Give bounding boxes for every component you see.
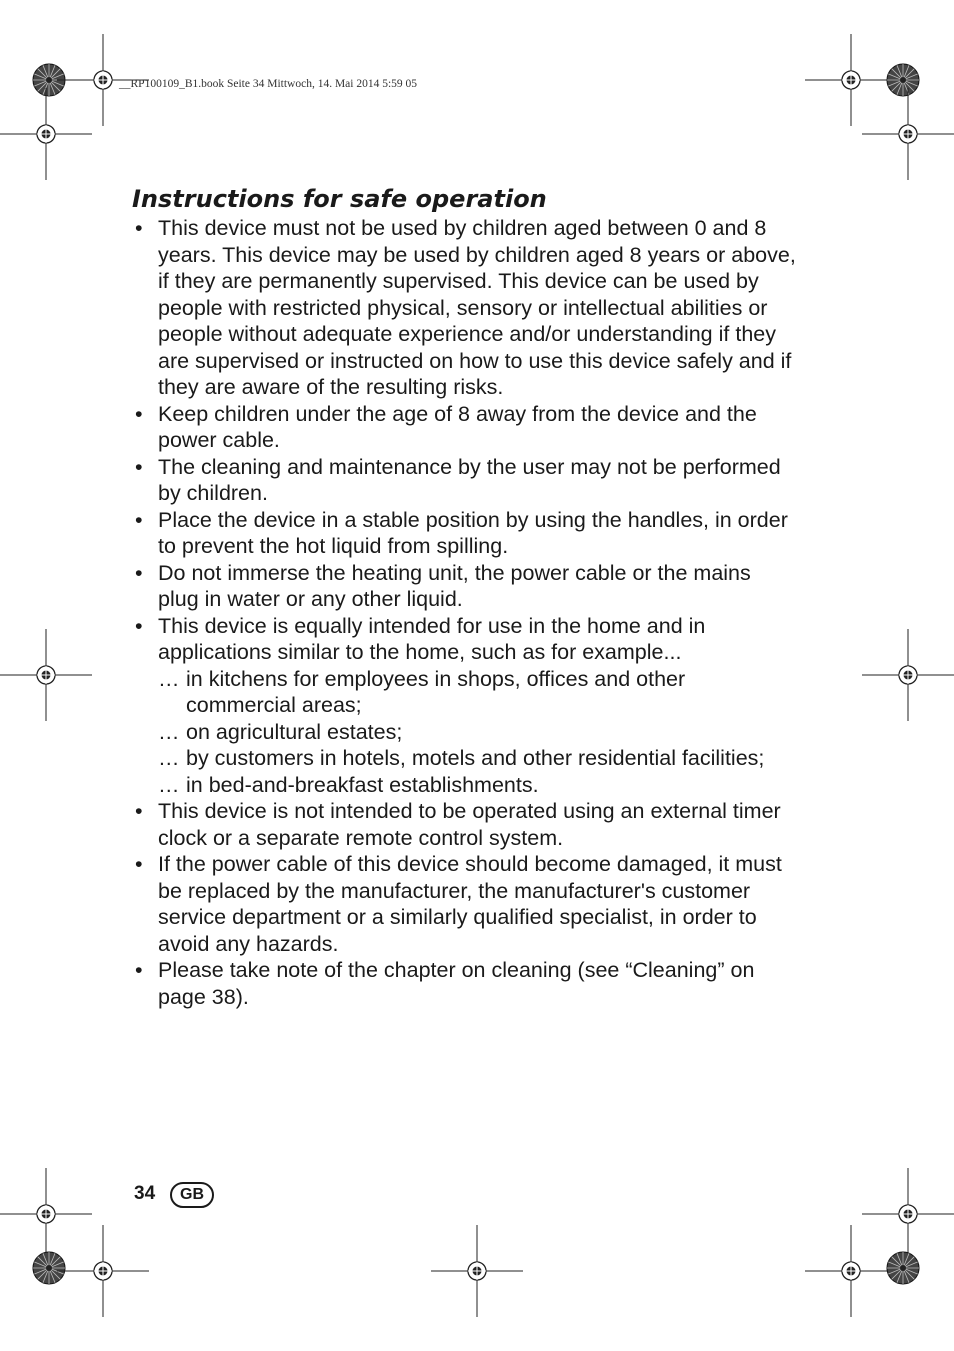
example-item	[158, 772, 796, 799]
instruction-text: Place the device in a stable position by using the handles, in order to prevent the hot liquid from spilling.	[158, 507, 788, 558]
registration-crosshair-icon	[431, 1225, 523, 1317]
bullet-icon: •	[135, 507, 143, 532]
registration-burst-icon	[33, 1252, 65, 1284]
ellipsis-marker: …	[158, 746, 180, 770]
instruction-text: The cleaning and maintenance by the user may not be performed by children.	[158, 454, 781, 505]
example-text: on agricultural estates;	[186, 719, 403, 744]
instruction-text: Please take note of the chapter on cleaning (see “Cleaning” on page 38).	[158, 958, 755, 1009]
print-slug: __RP100109_B1.book Seite 34 Mittwoch, 14. Mai 2014 5:59 05	[119, 78, 418, 90]
example-item	[158, 719, 796, 746]
example-text: in bed-and-breakfast establishments.	[186, 772, 539, 797]
registration-crosshair-icon	[57, 1225, 149, 1317]
registration-crosshair-icon	[805, 34, 897, 126]
ellipsis-marker: …	[158, 666, 180, 691]
instruction-item	[132, 401, 796, 454]
example-text: by customers in hotels, motels and other residential facilities;	[186, 746, 765, 770]
ellipsis-marker: …	[158, 719, 180, 744]
instruction-text: This device is equally intended for use in the home and in applications similar to the home, such as for example...	[158, 613, 706, 664]
registration-crosshair-icon	[805, 1225, 897, 1317]
registration-burst-icon	[887, 1252, 919, 1284]
country-code-badge: GB	[170, 1182, 214, 1208]
registration-crosshair-icon	[862, 629, 954, 721]
instruction-item	[132, 613, 796, 799]
instruction-item	[132, 560, 796, 613]
bullet-icon: •	[135, 454, 143, 479]
instruction-text: Do not immerse the heating unit, the power cable or the mains plug in water or any other liquid.	[158, 560, 751, 611]
registration-crosshair-icon	[0, 1168, 92, 1260]
bullet-icon: •	[135, 216, 143, 240]
bullet-icon: •	[135, 613, 143, 638]
instruction-item	[132, 851, 796, 957]
instruction-item	[132, 215, 796, 401]
registration-crosshair-icon	[862, 1168, 954, 1260]
registration-burst-icon	[887, 64, 919, 96]
ellipsis-marker: …	[158, 772, 180, 797]
bullet-icon: •	[135, 560, 143, 585]
instruction-text: This device is not intended to be operated using an external timer clock or a separate remote control system.	[158, 799, 781, 850]
bullet-icon: •	[135, 799, 143, 823]
bullet-icon: •	[135, 958, 143, 982]
instruction-text: If the power cable of this device should become damaged, it must be replaced by the manufacturer, the manufacturer's customer service department or a similarly qualified specialist, in order to avoid any hazards.	[158, 852, 782, 956]
example-list	[158, 666, 796, 799]
instruction-list	[132, 215, 796, 1010]
instruction-item	[132, 957, 796, 1010]
instruction-text: Keep children under the age of 8 away from the device and the power cable.	[158, 401, 757, 452]
example-item	[158, 745, 796, 772]
bullet-icon: •	[135, 401, 143, 426]
registration-crosshair-icon	[0, 88, 92, 180]
bullet-icon: •	[135, 852, 143, 876]
example-item	[158, 666, 796, 719]
instruction-item	[132, 798, 796, 851]
registration-crosshair-icon	[0, 629, 92, 721]
instruction-item	[132, 507, 796, 560]
example-text: in kitchens for employees in shops, offices and other commercial areas;	[186, 666, 686, 717]
instruction-text: This device must not be used by children aged between 0 and 8 years. This device may be used by children aged 8 years or above, if they are permanently supervised. This device can be used by people with restricted physical, sensory or intellectual abilities or people without adequate experience and/or understanding if they are supervised or instructed on how to use this device safely and if they are aware of the resulting risks.	[158, 216, 796, 399]
instruction-item	[132, 454, 796, 507]
safety-instructions-section	[132, 183, 796, 1010]
registration-crosshair-icon	[862, 88, 954, 180]
page-number: 34	[134, 1183, 156, 1204]
section-heading: Instructions for safe operation	[132, 185, 547, 213]
